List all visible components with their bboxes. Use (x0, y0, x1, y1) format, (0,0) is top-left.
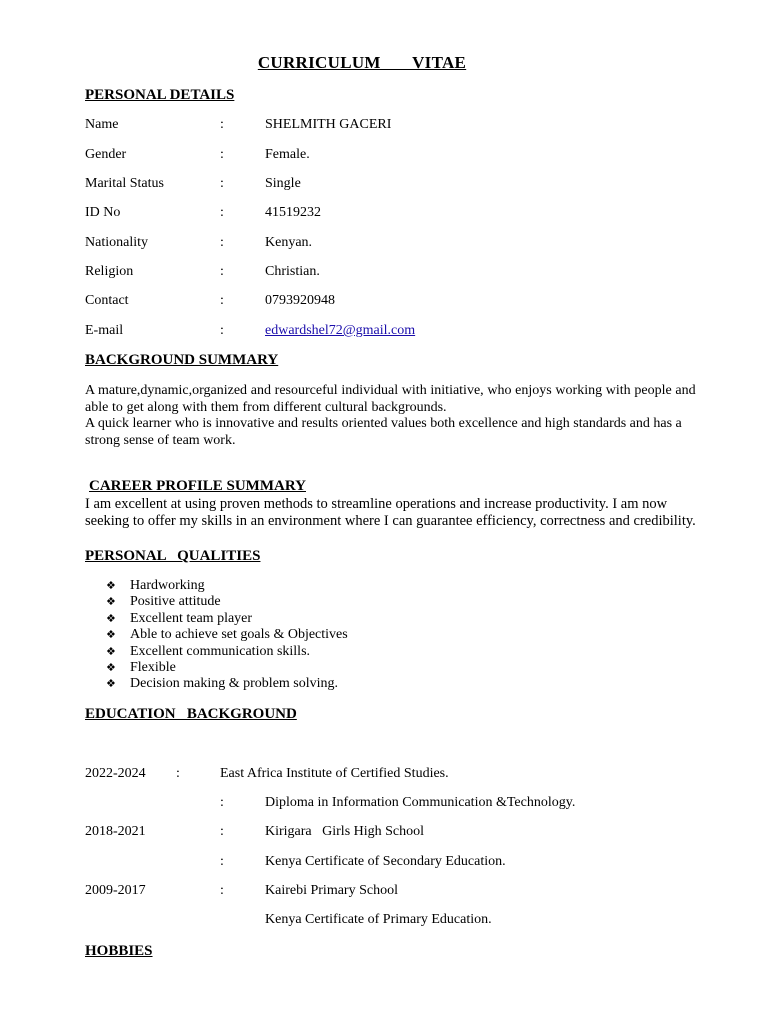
label-contact: Contact (85, 293, 129, 308)
colon: : (220, 205, 224, 220)
quality-text: Flexible (130, 659, 176, 675)
diamond-bullet-icon: ❖ (106, 628, 116, 642)
email-link[interactable]: edwardshel72@gmail.com (265, 323, 416, 338)
education-institution: Kirigara Girls High School (265, 824, 425, 839)
colon: : (220, 293, 224, 308)
career-profile-text: I am excellent at using proven methods to streamline operations and increase productivity. I am now seeking to offer my skills in an environment where I can guarantee efficiency, correctness and credibility. (85, 496, 696, 529)
quality-text: Decision making & problem solving. (130, 676, 339, 692)
quality-text: Able to achieve set goals & Objectives (130, 627, 348, 643)
background-summary-line2: A quick learner who is innovative and results oriented values both excellence and high standards and has a strong sense of team work. (85, 416, 682, 448)
value-religion: Christian. (265, 264, 320, 279)
quality-text: Positive attitude (130, 594, 221, 610)
label-id-no: ID No (85, 205, 121, 220)
value-marital-status: Single (265, 176, 301, 191)
colon: : (220, 323, 224, 338)
label-marital-status: Marital Status (85, 176, 164, 191)
heading-background-summary: BACKGROUND SUMMARY (85, 352, 279, 368)
value-id-no: 41519232 (265, 205, 321, 220)
label-email: E-mail (85, 323, 124, 338)
education-institution: East Africa Institute of Certified Studies. (220, 766, 449, 781)
label-gender: Gender (85, 147, 127, 162)
heading-hobbies: HOBBIES (85, 943, 153, 959)
diamond-bullet-icon: ❖ (106, 644, 116, 658)
diamond-bullet-icon: ❖ (106, 611, 116, 625)
document-title: CURRICULUM VITAE (257, 53, 467, 72)
colon: : (220, 176, 224, 191)
qualities-list (106, 578, 348, 693)
label-nationality: Nationality (85, 235, 148, 250)
background-summary-line1: A mature,dynamic,organized and resourceful individual with initiative, who enjoys working with people and able to get along with them from different cultural backgrounds. (85, 383, 696, 415)
quality-text: Excellent team player (130, 610, 253, 626)
list-item (106, 676, 348, 692)
list-item (106, 594, 348, 610)
colon: : (220, 795, 224, 810)
colon: : (220, 824, 224, 839)
value-gender: Female. (265, 147, 310, 162)
education-qualification: Diploma in Information Communication &Technology. (265, 795, 576, 810)
value-nationality: Kenyan. (265, 235, 313, 250)
heading-education-background: EDUCATION BACKGROUND (85, 706, 297, 722)
diamond-bullet-icon: ❖ (106, 579, 116, 592)
heading-personal-details: PERSONAL DETAILS (85, 87, 235, 103)
list-item (106, 627, 348, 643)
heading-career-profile: CAREER PROFILE SUMMARY (89, 478, 306, 494)
colon: : (220, 883, 224, 898)
label-name: Name (85, 117, 119, 132)
label-religion: Religion (85, 264, 134, 279)
colon: : (220, 147, 224, 162)
value-name: SHELMITH GACERI (265, 117, 392, 132)
colon: : (220, 235, 224, 250)
education-qualification: Kenya Certificate of Primary Education. (265, 912, 492, 927)
education-year: 2018-2021 (85, 824, 146, 839)
quality-text: Hardworking (130, 578, 205, 593)
list-item (106, 611, 348, 627)
colon: : (220, 264, 224, 279)
quality-text: Excellent communication skills. (130, 643, 311, 659)
colon: : (220, 117, 224, 132)
colon: : (220, 854, 224, 869)
education-year: 2022-2024 (85, 766, 146, 781)
diamond-bullet-icon: ❖ (106, 595, 116, 609)
diamond-bullet-icon: ❖ (106, 677, 116, 691)
education-year: 2009-2017 (85, 883, 146, 898)
background-summary-text (85, 383, 705, 449)
list-item (106, 578, 348, 594)
education-institution: Kairebi Primary School (265, 883, 398, 898)
list-item (106, 660, 348, 676)
education-qualification: Kenya Certificate of Secondary Education. (265, 854, 506, 869)
list-item (106, 644, 348, 660)
diamond-bullet-icon: ❖ (106, 660, 116, 674)
value-contact: 0793920948 (265, 293, 335, 308)
colon: : (176, 766, 180, 781)
heading-personal-qualities: PERSONAL QUALITIES (85, 548, 261, 564)
